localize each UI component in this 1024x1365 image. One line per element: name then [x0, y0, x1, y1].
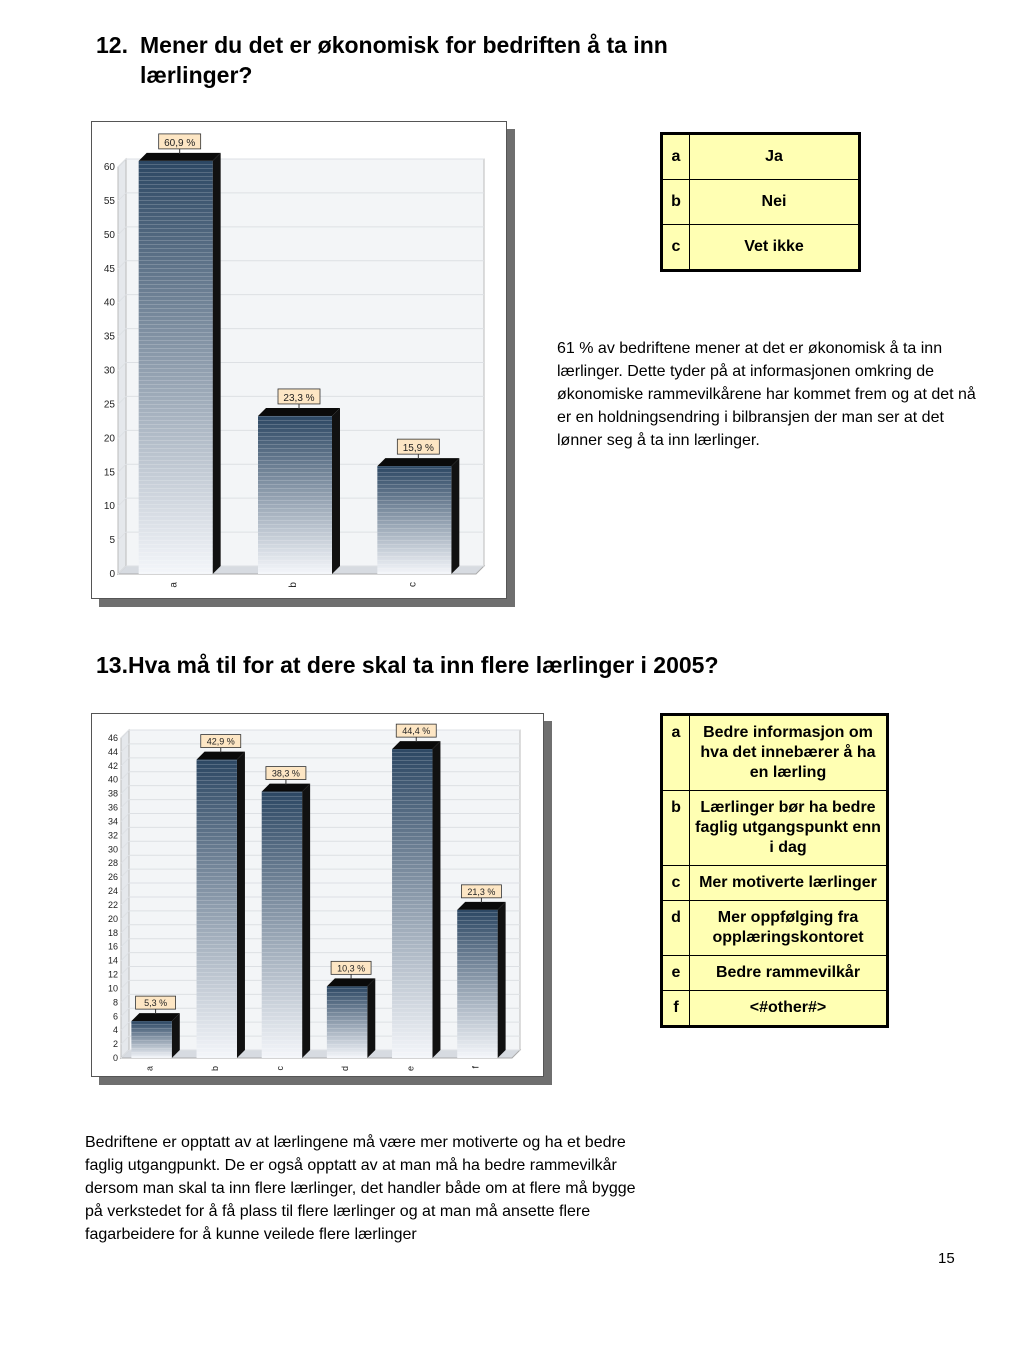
bar-chart-q12 — [91, 121, 507, 599]
legend-label: Bedre rammevilkår — [690, 956, 888, 991]
legend-table-q12 — [660, 132, 861, 272]
legend-label: Mer motiverte lærlinger — [690, 866, 888, 901]
question-13-title: 13.Hva må til for at dere skal ta inn flere lærlinger i 2005? — [96, 652, 719, 678]
legend-row — [662, 991, 888, 1027]
x-tick-label: a — [144, 1066, 155, 1072]
value-label: 38,3 % — [271, 768, 300, 779]
bar-chart-q13 — [91, 713, 544, 1077]
bar-side — [451, 458, 459, 574]
bar-side — [237, 752, 245, 1058]
y-tick-label: 22 — [107, 899, 118, 910]
legend-label: Lærlinger bør ha bedre faglig utgangspunkt enn i dag — [690, 791, 888, 866]
bar-top — [258, 408, 340, 416]
y-tick-label: 10 — [107, 983, 118, 994]
question-number: 12. — [96, 32, 128, 58]
bar-top — [392, 741, 440, 749]
x-tick-label: e — [405, 1066, 416, 1072]
value-label: 5,3 % — [144, 998, 168, 1009]
value-label: 21,3 % — [467, 886, 496, 897]
bar-stripes — [197, 760, 237, 1058]
bar-stripes — [262, 792, 302, 1058]
legend-row — [662, 134, 860, 180]
legend-key: b — [662, 180, 690, 225]
legend-label: Vet ikke — [690, 225, 860, 271]
y-tick-label: 8 — [112, 997, 118, 1008]
y-tick-label: 30 — [107, 844, 118, 855]
bar-stripes — [392, 749, 432, 1058]
legend-key: e — [662, 956, 690, 991]
y-tick-label: 24 — [107, 886, 118, 897]
chart-svg — [92, 122, 506, 598]
legend-label: Mer oppfølging fra opplæringskontoret — [690, 901, 888, 956]
legend-row — [662, 791, 888, 866]
legend-key: c — [662, 866, 690, 901]
y-tick-label: 18 — [107, 927, 118, 938]
legend-label: Ja — [690, 134, 860, 180]
value-label: 10,3 % — [337, 963, 366, 974]
bar-stripes — [139, 161, 213, 574]
legend-label: <#other#> — [690, 991, 888, 1027]
legend-key: a — [662, 134, 690, 180]
bar-top — [139, 153, 221, 161]
bar-stripes — [327, 986, 367, 1058]
bar-top — [327, 978, 375, 986]
y-tick-label: 0 — [109, 569, 115, 580]
legend-key: c — [662, 225, 690, 271]
bar-side — [432, 741, 440, 1058]
x-tick-label: b — [209, 1066, 220, 1072]
bar-stripes — [258, 416, 332, 574]
bar-stripes — [377, 466, 451, 574]
legend-table-q13 — [660, 713, 889, 1028]
y-tick-label: 0 — [112, 1053, 118, 1063]
y-tick-label: 40 — [103, 297, 115, 309]
y-tick-label: 40 — [107, 774, 118, 785]
y-tick-label: 14 — [107, 955, 118, 966]
value-label: 15,9 % — [402, 443, 434, 455]
question-title-line2: lærlinger? — [140, 62, 253, 88]
q12-commentary: 61 % av bedriftene mener at det er økonomisk å ta inn lærlinger. Dette tyder på at informasjonen omkring de økonomiske rammevilkårene har kommet frem og at det nå er en holdningsendring i bilbransjen der man ser at det lønner seg å ta inn lærlinger. — [557, 340, 976, 449]
legend-label: Nei — [690, 180, 860, 225]
q13-commentary: Bedriftene er opptatt av at lærlingene må være mer motiverte og ha et bedre faglig utgangpunkt. De er også opptatt av at man må ha bedre rammevilkår dersom man skal ta inn flere lærlinger, det handler både om at flere må bygge på verkstedet for å få plass til flere lærlinger og at man må ansette flere fagarbeidere for å kunne veilede flere lærlinger — [85, 1134, 636, 1243]
question-12-title — [96, 30, 796, 90]
y-tick-label: 25 — [103, 399, 115, 411]
y-tick-label: 12 — [107, 969, 118, 980]
y-tick-label: 35 — [103, 331, 115, 343]
bar-side — [332, 408, 340, 574]
x-tick-label: b — [288, 582, 299, 588]
legend-row — [662, 866, 888, 901]
y-tick-label: 30 — [103, 365, 115, 377]
bar-top — [377, 458, 459, 466]
y-tick-label: 20 — [107, 913, 118, 924]
value-label: 23,3 % — [283, 392, 315, 404]
y-tick-label: 46 — [107, 733, 118, 743]
legend-row — [662, 715, 888, 791]
y-tick-label: 34 — [107, 816, 118, 827]
x-tick-label: f — [470, 1066, 481, 1069]
y-tick-label: 20 — [103, 433, 115, 445]
x-tick-label: c — [274, 1066, 285, 1071]
legend-row — [662, 956, 888, 991]
y-tick-label: 4 — [112, 1025, 118, 1036]
y-tick-label: 26 — [107, 872, 118, 883]
value-label: 44,4 % — [402, 726, 431, 737]
bar-side — [302, 784, 310, 1058]
bar-side — [213, 153, 221, 574]
y-tick-label: 28 — [107, 858, 118, 869]
y-tick-label: 44 — [107, 746, 118, 757]
bar-stripes — [131, 1021, 171, 1058]
y-tick-label: 16 — [107, 941, 118, 952]
value-label: 42,9 % — [206, 736, 235, 747]
y-tick-label: 36 — [107, 802, 118, 813]
chart-svg — [92, 714, 543, 1076]
y-tick-label: 6 — [112, 1011, 118, 1022]
y-tick-label: 45 — [103, 263, 115, 275]
bar-side — [367, 978, 375, 1058]
legend-label: Bedre informasjon om hva det innebærer å ha en lærling — [690, 715, 888, 791]
y-tick-label: 5 — [109, 535, 115, 547]
legend-row — [662, 225, 860, 271]
y-tick-label: 42 — [107, 760, 118, 771]
legend-row — [662, 180, 860, 225]
y-tick-label: 55 — [103, 195, 115, 207]
bar-top — [457, 902, 505, 910]
value-label: 60,9 % — [164, 137, 196, 149]
y-tick-label: 2 — [112, 1039, 118, 1050]
bar-top — [262, 784, 310, 792]
y-tick-label: 10 — [103, 501, 115, 513]
y-tick-label: 32 — [107, 830, 118, 841]
legend-key: b — [662, 791, 690, 866]
bar-stripes — [457, 910, 497, 1058]
y-tick-label: 15 — [103, 467, 115, 479]
bar-top — [197, 752, 245, 760]
y-tick-label: 38 — [107, 788, 118, 799]
y-tick-label: 50 — [103, 229, 115, 241]
x-tick-label: d — [340, 1066, 351, 1072]
y-tick-label: 60 — [103, 162, 115, 173]
x-tick-label: a — [168, 582, 180, 588]
bar-side — [498, 902, 506, 1058]
legend-key: d — [662, 901, 690, 956]
question-title-line1: Mener du det er økonomisk for bedriften å ta inn — [140, 32, 668, 58]
legend-key: a — [662, 715, 690, 791]
legend-row — [662, 901, 888, 956]
x-tick-label: c — [407, 582, 419, 587]
page-number: 15 — [938, 1250, 955, 1267]
bar-top — [131, 1013, 179, 1021]
legend-key: f — [662, 991, 690, 1027]
